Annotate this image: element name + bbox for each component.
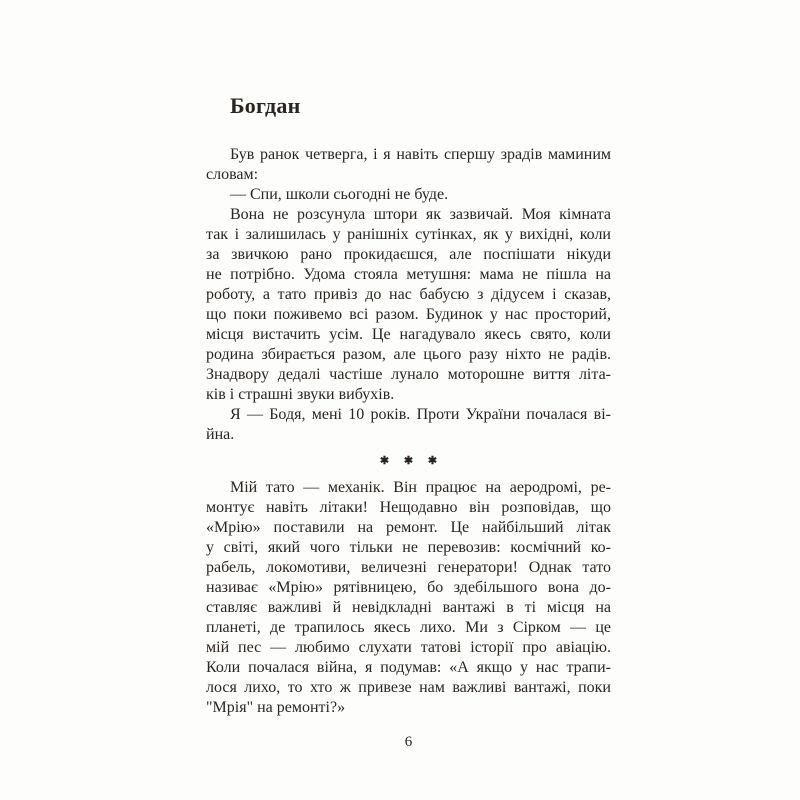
paragraph (206, 205, 611, 405)
text-line: так і залишилась у ранішніх сутінках, як у вихідні, коли (206, 226, 611, 243)
text-line: "Мрія" на ремонті?» (206, 699, 346, 716)
text-line: Я — Бодя, мені 10 років. Проти України почалася ві- (230, 406, 611, 423)
text-line: ставляє важливі й невідкладні вантажі в ті місця на (206, 599, 611, 616)
text-line: мій пес — любимо слухати татові історії про авіацію. (206, 639, 611, 656)
text-line: за звичкою рано прокидаєшся, але поспішати нікуди (206, 246, 611, 263)
text-line: Вона не розсунула штори як зазвичай. Моя кімната (230, 206, 611, 223)
text-line: родина збирається разом, але цього разу ніхто не радів. (206, 346, 611, 363)
text-line: у світі, який чого тільки не перевозив: космічний ко- (206, 539, 611, 556)
text-column (206, 93, 611, 718)
text-line: монтує навіть літаки! Нещодавно він розповідав, що (206, 499, 611, 516)
text-line: «Мрію» поставили на ремонт. Це найбільший літак (206, 519, 611, 536)
paragraph (206, 405, 611, 445)
body-text (206, 145, 611, 718)
text-line: Мій тато — механік. Він працює на аеродромі, ре- (230, 479, 611, 496)
text-line: рабель, локомотиви, величезні генератори! Однак тато (206, 559, 611, 576)
text-line: ків і страшні звуки вибухів. (206, 386, 395, 403)
paragraph (206, 478, 611, 718)
text-line: лося лихо, то хто ж привезе нам важливі вантажі, поки (206, 679, 611, 696)
text-line: планеті, де трапилось якесь лихо. Ми з Сірком — це (206, 619, 611, 636)
text-line: словам: (206, 166, 259, 183)
text-line: не потрібно. Удома стояла метушня: мама не пішла на (206, 266, 611, 283)
text-line: місця вистачить усім. Це нагадувало якесь свято, коли (206, 326, 611, 343)
chapter-title: Богдан (230, 93, 301, 118)
text-line: Був ранок четверга, і я навіть спершу зрадів маминим (230, 146, 611, 163)
paragraph (206, 185, 611, 205)
page-number: 6 (404, 734, 413, 750)
text-line: що поки поживемо всі разом. Будинок у нас просторий, (206, 306, 611, 323)
text-line: роботу, а тато привіз до нас бабусю з дідусем і сказав, (206, 286, 611, 303)
text-line: Коли почалася війна, я подумав: «А якщо у нас трапи- (206, 659, 611, 676)
text-line: — Спи, школи сьогодні не буде. (230, 186, 449, 203)
paragraph (206, 145, 611, 185)
text-line: йна. (206, 426, 235, 443)
text-line: Знадвору дедалі частіше лунало моторошне виття літа- (206, 366, 611, 383)
text-line: називає «Мрію» рятівницею, бо здебільшого вона до- (206, 579, 611, 596)
section-separator: ✱ ✱ ✱ (379, 455, 444, 467)
